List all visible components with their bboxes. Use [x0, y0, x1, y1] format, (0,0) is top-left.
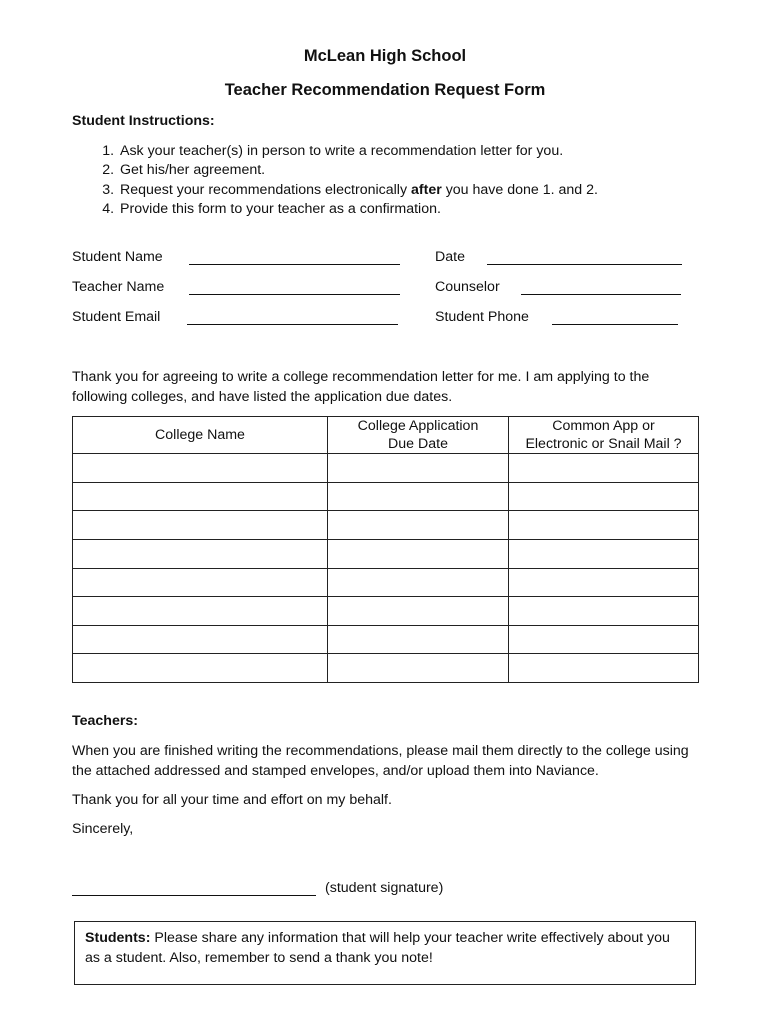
teachers-paragraph: When you are finished writing the recommendations, please mail them directly to the college using the attached addressed and stamped envelopes, and/or upload them into Naviance.	[72, 743, 689, 779]
teachers-heading: Teachers:	[72, 713, 138, 729]
counselor-label: Counselor	[435, 279, 500, 295]
teacher-name-line[interactable]	[189, 294, 400, 295]
student-note-text: Please share any information that will help your teacher write effectively about you as a student. Also, remember to send a thank you note!	[85, 930, 670, 966]
student-name-label: Student Name	[72, 249, 163, 265]
teacher-name-label: Teacher Name	[72, 279, 165, 295]
table-row	[73, 482, 699, 511]
signature-line[interactable]	[72, 895, 316, 896]
table-row	[73, 511, 699, 540]
student-email-label: Student Email	[72, 309, 161, 325]
counselor-line[interactable]	[521, 294, 681, 295]
method-cell[interactable]	[509, 654, 699, 683]
due-date-cell[interactable]	[328, 539, 509, 568]
student-phone-line[interactable]	[552, 324, 678, 325]
colleges-table	[72, 416, 699, 683]
signature-label: (student signature)	[325, 880, 444, 896]
college-name-cell[interactable]	[73, 625, 328, 654]
method-cell[interactable]	[509, 568, 699, 597]
college-name-cell[interactable]	[73, 511, 328, 540]
instruction-item	[118, 181, 598, 200]
due-date-header	[328, 417, 509, 454]
thanks-text: Thank you for all your time and effort on my behalf.	[72, 792, 392, 808]
method-header-line1: Common App or	[552, 418, 655, 434]
due-date-cell[interactable]	[328, 454, 509, 483]
college-name-cell[interactable]	[73, 539, 328, 568]
instruction-text: you have done 1. and 2.	[441, 181, 598, 198]
table-row	[73, 597, 699, 626]
instructions-heading: Student Instructions:	[72, 113, 215, 129]
table-header-row	[73, 417, 699, 454]
instructions-list	[72, 142, 598, 219]
due-date-cell[interactable]	[328, 625, 509, 654]
school-name: McLean High School	[303, 47, 467, 65]
table-row	[73, 654, 699, 683]
student-name-line[interactable]	[189, 264, 400, 265]
table-row	[73, 625, 699, 654]
college-name-header: College Name	[73, 417, 328, 454]
method-header-line2: Electronic or Snail Mail ?	[525, 436, 682, 452]
intro-paragraph: Thank you for agreeing to write a college recommendation letter for me. I am applying to the following colleges, and have listed the application due dates.	[72, 369, 650, 405]
college-name-cell[interactable]	[73, 597, 328, 626]
student-email-line[interactable]	[187, 324, 398, 325]
instruction-item: 1. Ask your teacher(s) in person to write a recommendation letter for you.	[118, 142, 598, 161]
student-note-box	[74, 921, 696, 985]
method-cell[interactable]	[509, 597, 699, 626]
due-date-cell[interactable]	[328, 482, 509, 511]
closing-text: Sincerely,	[72, 821, 134, 837]
method-cell[interactable]	[509, 625, 699, 654]
instruction-emphasis: after	[410, 181, 442, 198]
instruction-text: Request your recommendations electronically	[120, 181, 411, 198]
instruction-item: 2. Get his/her agreement.	[118, 161, 598, 180]
due-date-header-line2: Due Date	[388, 436, 448, 452]
form-title: Teacher Recommendation Request Form	[224, 81, 546, 99]
student-phone-label: Student Phone	[435, 309, 529, 325]
college-name-cell[interactable]	[73, 568, 328, 597]
due-date-cell[interactable]	[328, 511, 509, 540]
due-date-header-line1: College Application	[357, 418, 479, 434]
method-cell[interactable]	[509, 482, 699, 511]
instruction-item: 4. Provide this form to your teacher as a confirmation.	[118, 200, 598, 219]
date-line[interactable]	[487, 264, 682, 265]
method-cell[interactable]	[509, 539, 699, 568]
table-row	[73, 539, 699, 568]
college-name-cell[interactable]	[73, 454, 328, 483]
due-date-cell[interactable]	[328, 568, 509, 597]
method-header	[509, 417, 699, 454]
student-note-label: Students:	[85, 930, 151, 946]
college-name-cell[interactable]	[73, 482, 328, 511]
college-name-cell[interactable]	[73, 654, 328, 683]
method-cell[interactable]	[509, 511, 699, 540]
table-row	[73, 568, 699, 597]
table-row	[73, 454, 699, 483]
due-date-cell[interactable]	[328, 654, 509, 683]
date-label: Date	[435, 249, 465, 265]
due-date-cell[interactable]	[328, 597, 509, 626]
method-cell[interactable]	[509, 454, 699, 483]
